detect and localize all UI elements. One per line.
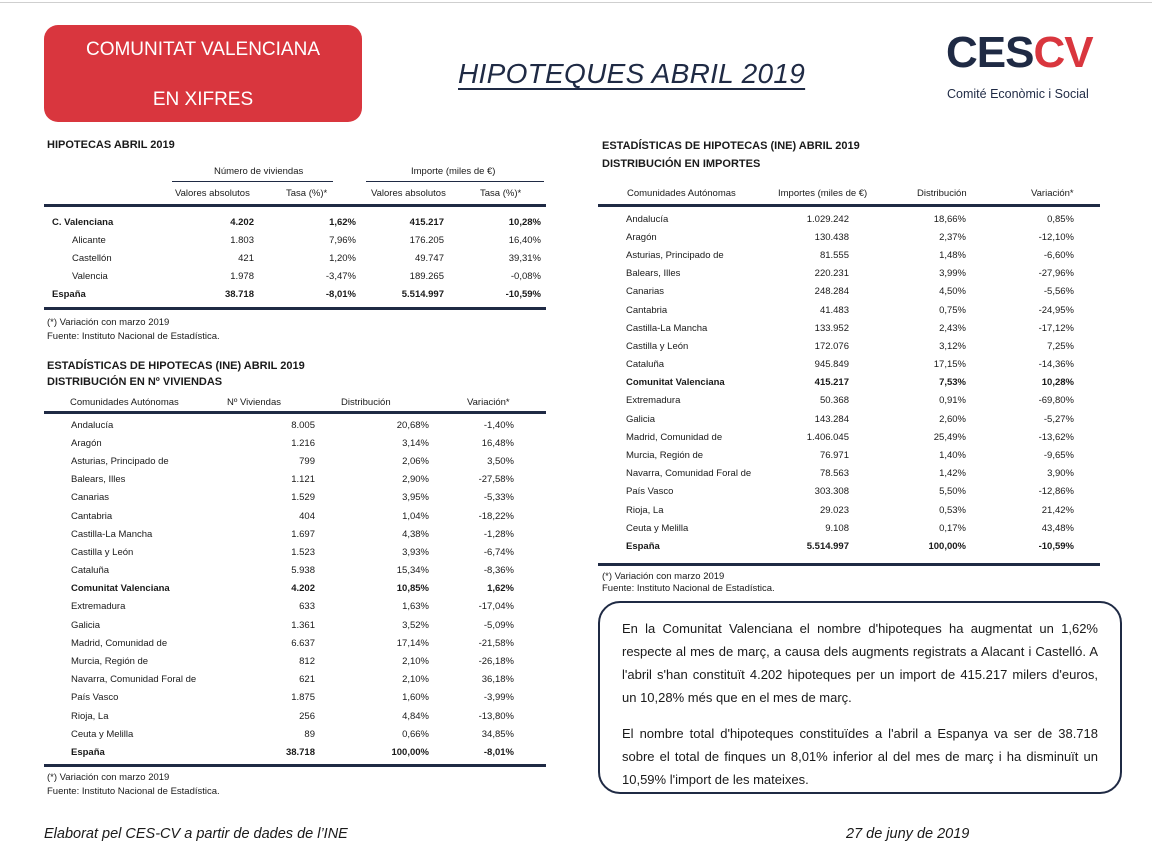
table-row: Andalucía 8.005 20,68% -1,40% xyxy=(71,419,514,431)
table-row: País Vasco 1.875 1,60% -3,99% xyxy=(71,692,514,704)
viviendas-title: ESTADÍSTICAS DE HIPOTECAS (INE) ABRIL 2019 xyxy=(47,360,305,372)
table-row: País Vasco 303.308 5,50% -12,86% xyxy=(626,486,1074,498)
table-row: Madrid, Comunidad de 6.637 17,14% -21,58% xyxy=(71,637,514,649)
table-row: Extremadura 50.368 0,91% -69,80% xyxy=(626,395,1074,407)
viviendas-col-ccaa: Comunidades Autónomas xyxy=(70,397,179,408)
table-row: Aragón 130.438 2,37% -12,10% xyxy=(626,231,1074,243)
footer-source: Elaborat pel CES-CV a partir de dades de l’INE xyxy=(44,826,348,842)
logo-main-text: CES xyxy=(946,28,1034,77)
table-row: Valencia 1.978 -3,47% 189.265 -0,08% xyxy=(72,271,541,283)
summary-footer-rule xyxy=(44,307,546,310)
importes-note: (*) Variación con marzo 2019 xyxy=(602,571,725,582)
table-row: Ceuta y Melilla 9.108 0,17% 43,48% xyxy=(626,522,1074,534)
table-row: Rioja, La 29.023 0,53% 21,42% xyxy=(626,504,1074,516)
commentary-box xyxy=(598,601,1122,794)
table-row: Cataluña 945.849 17,15% -14,36% xyxy=(626,359,1074,371)
importes-title: ESTADÍSTICAS DE HIPOTECAS (INE) ABRIL 2019 xyxy=(602,140,860,152)
footer-date: 27 de juny de 2019 xyxy=(846,826,970,842)
table-row: España 5.514.997 100,00% -10,59% xyxy=(626,540,1074,552)
table-row: Canarias 1.529 3,95% -5,33% xyxy=(71,492,514,504)
table-row: Canarias 248.284 4,50% -5,56% xyxy=(626,286,1074,298)
summary-group-importe: Importe (miles de €) xyxy=(411,166,496,177)
summary-source: Fuente: Instituto Nacional de Estadística. xyxy=(47,331,220,342)
table-row: Cantabria 41.483 0,75% -24,95% xyxy=(626,304,1074,316)
table-row: Castilla-La Mancha 1.697 4,38% -1,28% xyxy=(71,528,514,540)
importes-footer-rule xyxy=(598,563,1100,566)
badge-line2: EN XIFRES xyxy=(152,89,254,110)
commentary-paragraph: En la Comunitat Valenciana el nombre d'hipoteques ha augmentat un 1,62% respecte al mes de març, a causa dels augments registrats a Alacant i Castelló. A l'abril s'han constituït 4.202 hipoteques per un import de 415.217 milers d'euros, un 10,28% més que en el mes de març. xyxy=(622,621,1098,705)
table-row: C. Valenciana 4.202 1,62% 415.217 10,28% xyxy=(52,216,541,228)
viviendas-header-rule xyxy=(44,411,546,414)
table-row: Comunitat Valenciana 4.202 10,85% 1,62% xyxy=(71,583,514,595)
summary-col-abs: Valores absolutos xyxy=(371,188,446,199)
importes-col-imp: Importes (miles de €) xyxy=(778,188,868,199)
viviendas-col-dist: Distribución xyxy=(341,397,391,408)
summary-col-tasa: Tasa (%)* xyxy=(286,188,328,199)
table-row: España 38.718 100,00% -8,01% xyxy=(71,746,514,758)
viviendas-col-var: Variación* xyxy=(467,397,510,408)
logo-subtitle: Comité Econòmic i Social xyxy=(947,87,1089,101)
table-row: Asturias, Principado de 81.555 1,48% -6,60% xyxy=(626,249,1074,261)
table-row: Aragón 1.216 3,14% 16,48% xyxy=(71,437,514,449)
viviendas-source: Fuente: Instituto Nacional de Estadística. xyxy=(47,786,220,797)
summary-note: (*) Variación con marzo 2019 xyxy=(47,317,170,328)
importes-table xyxy=(598,210,1074,556)
table-row: Alicante 1.803 7,96% 176.205 16,40% xyxy=(72,234,541,246)
viviendas-note: (*) Variación con marzo 2019 xyxy=(47,772,170,783)
page-title: HIPOTEQUES ABRIL 2019 xyxy=(458,58,806,89)
table-row: Navarra, Comunidad Foral de 621 2,10% 36,18% xyxy=(71,674,514,686)
commentary-paragraph: El nombre total d'hipoteques constituïdes a l'abril a Espanya va ser de 38.718 sobre el total de finques un 8,01% inferior al del mes de març i ha disminuït un 10,59% l'import de les mateixes. xyxy=(622,726,1098,787)
viviendas-table xyxy=(44,416,514,762)
viviendas-footer-rule xyxy=(44,764,546,767)
viviendas-subtitle: DISTRIBUCIÓN EN Nº VIVIENDAS xyxy=(47,376,223,388)
importes-col-ccaa: Comunidades Autónomas xyxy=(627,188,736,199)
summary-title: HIPOTECAS ABRIL 2019 xyxy=(47,139,175,151)
table-row: Rioja, La 256 4,84% -13,80% xyxy=(71,710,514,722)
table-row: Ceuta y Melilla 89 0,66% 34,85% xyxy=(71,728,514,740)
table-row: Murcia, Región de 812 2,10% -26,18% xyxy=(71,656,514,668)
table-row: Extremadura 633 1,63% -17,04% xyxy=(71,601,514,613)
summary-group-viviendas: Número de viviendas xyxy=(214,166,304,177)
badge-line1: COMUNITAT VALENCIANA xyxy=(85,39,320,60)
table-row: Castellón 421 1,20% 49.747 39,31% xyxy=(72,252,541,264)
table-row: Balears, Illes 220.231 3,99% -27,96% xyxy=(626,268,1074,280)
table-row: Navarra, Comunidad Foral de 78.563 1,42% 3,90% xyxy=(626,468,1074,480)
table-row: Galicia 1.361 3,52% -5,09% xyxy=(71,619,514,631)
logo-accent-text: CV xyxy=(1033,28,1093,77)
table-row: Cataluña 5.938 15,34% -8,36% xyxy=(71,565,514,577)
table-row: Cantabria 404 1,04% -18,22% xyxy=(71,510,514,522)
table-row: Balears, Illes 1.121 2,90% -27,58% xyxy=(71,474,514,486)
header-badge xyxy=(44,25,362,122)
table-row: Castilla y León 1.523 3,93% -6,74% xyxy=(71,546,514,558)
summary-header-rule xyxy=(44,204,546,207)
table-row: Asturias, Principado de 799 2,06% 3,50% xyxy=(71,455,514,467)
table-row: Castilla y León 172.076 3,12% 7,25% xyxy=(626,340,1074,352)
table-row: Murcia, Región de 76.971 1,40% -9,65% xyxy=(626,450,1074,462)
importes-header-rule xyxy=(598,204,1100,207)
summary-col-abs: Valores absolutos xyxy=(175,188,250,199)
summary-group-underline xyxy=(172,181,333,182)
table-row: Galicia 143.284 2,60% -5,27% xyxy=(626,413,1074,425)
importes-col-dist: Distribución xyxy=(917,188,967,199)
summary-group-underline xyxy=(366,181,544,182)
table-row: Madrid, Comunidad de 1.406.045 25,49% -13,62% xyxy=(626,431,1074,443)
summary-table xyxy=(44,213,544,304)
table-row: Castilla-La Mancha 133.952 2,43% -17,12% xyxy=(626,322,1074,334)
importes-subtitle: DISTRIBUCIÓN EN IMPORTES xyxy=(602,158,761,170)
top-divider xyxy=(0,2,1152,3)
importes-source: Fuente: Instituto Nacional de Estadística. xyxy=(602,583,775,594)
cescv-logo xyxy=(946,28,1106,104)
table-row: Comunitat Valenciana 415.217 7,53% 10,28% xyxy=(626,377,1074,389)
viviendas-col-num: Nº Viviendas xyxy=(227,397,281,408)
importes-col-var: Variación* xyxy=(1031,188,1074,199)
table-row: España 38.718 -8,01% 5.514.997 -10,59% xyxy=(52,289,541,301)
table-row: Andalucía 1.029.242 18,66% 0,85% xyxy=(626,213,1074,225)
summary-col-tasa: Tasa (%)* xyxy=(480,188,522,199)
